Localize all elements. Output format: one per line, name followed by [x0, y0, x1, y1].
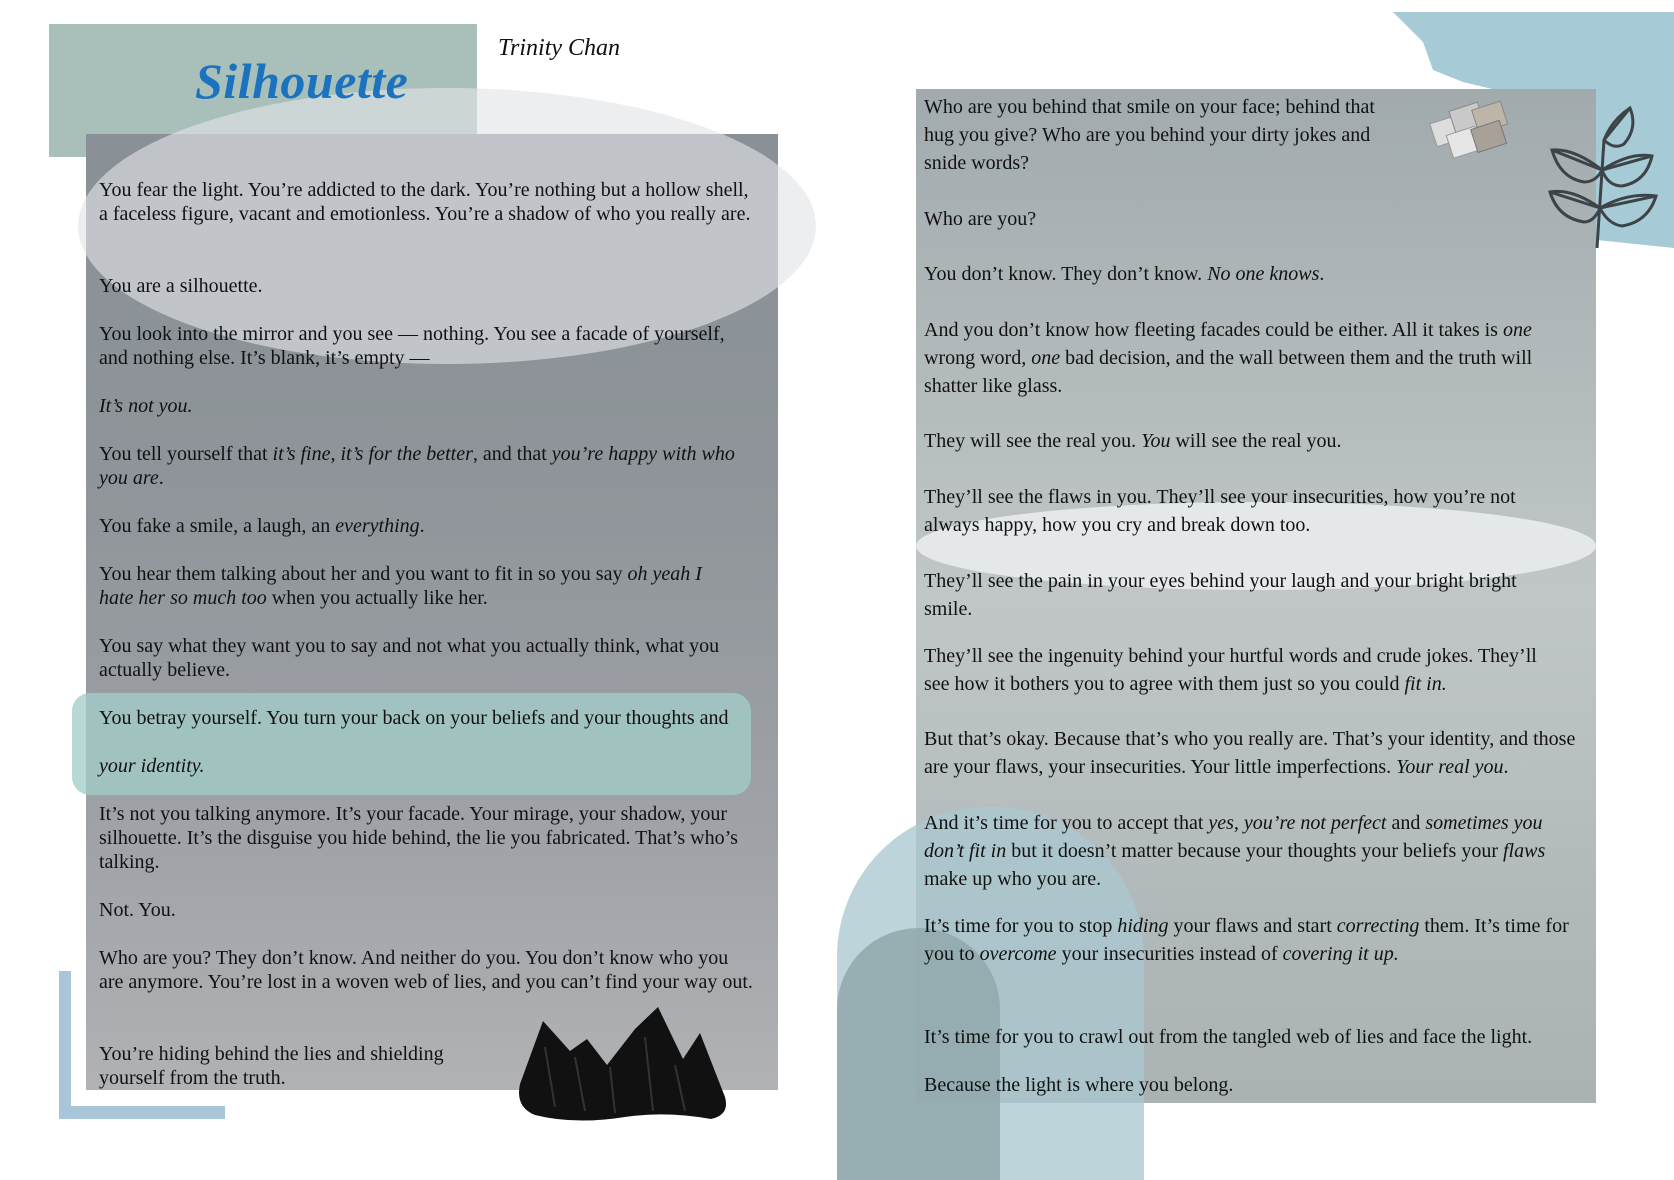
paragraph: Who are you? [924, 208, 1037, 230]
photo-stack-icon [1426, 96, 1526, 164]
paragraph: It’s not you talking anymore. It’s your facade. Your mirage, your shadow, your silhouette. It’s the disguise you hide behind, the lie you fabricated. That’s who’s talking. [99, 803, 738, 873]
paragraph: You betray yourself. You turn your back on your beliefs and your thoughts and [99, 707, 729, 729]
paragraph: You fear the light. You’re addicted to the dark. You’re nothing but a hollow shell, a faceless figure, vacant and emotionless. You’re a shadow of who you really are. [99, 179, 751, 225]
paragraph: You fake a smile, a laugh, an everything. [99, 515, 425, 537]
decorative-corner-bar-horizontal [59, 1106, 225, 1119]
author-name: Trinity Chan [498, 35, 621, 61]
paragraph: You hear them talking about her and you want to fit in so you say oh yeah I hate her so much too when you actually like her. [99, 563, 702, 609]
paragraph: You don’t know. They don’t know. No one knows. [924, 263, 1325, 285]
paragraph: Who are you behind that smile on your face; behind that hug you give? Who are you behind your dirty jokes and snide words? [924, 96, 1375, 174]
paragraph: your identity. [99, 755, 205, 777]
paragraph: You’re hiding behind the lies and shielding yourself from the truth. [99, 1043, 444, 1089]
paragraph: It’s not you. [99, 395, 193, 417]
paragraph: They’ll see the flaws in you. They’ll see your insecurities, how you’re not always happy, how you cry and break down too. [924, 486, 1516, 536]
decorative-corner-bar-vertical [59, 971, 71, 1119]
paragraph: You say what they want you to say and not what you actually think, what you actually believe. [99, 635, 720, 681]
paragraph: You tell yourself that it’s fine, it’s for the better, and that you’re happy with who you are. [99, 443, 735, 489]
paragraph: It’s time for you to crawl out from the tangled web of lies and face the light. [924, 1026, 1533, 1048]
paragraph: It’s time for you to stop hiding your flaws and start correcting them. It’s time for you to overcome your insecurities instead of covering it up. [924, 915, 1569, 965]
paragraph: You are a silhouette. [99, 275, 263, 297]
story-title: Silhouette [195, 53, 409, 109]
paragraph: And it’s time for you to accept that yes, you’re not perfect and sometimes you don’t fit in but it doesn’t matter because your thoughts your beliefs your flaws make up who you are. [924, 812, 1546, 890]
paragraph: And you don’t know how fleeting facades could be either. All it takes is one wrong word, one bad decision, and the wall between them and the truth will shatter like glass. [924, 319, 1533, 397]
paragraph: Not. You. [99, 899, 176, 921]
black-brushstroke-crown-icon [515, 1007, 729, 1125]
paragraph: They will see the real you. You will see the real you. [924, 430, 1342, 452]
paragraph: You look into the mirror and you see — nothing. You see a facade of yourself, and nothing else. It’s blank, it’s empty — [99, 323, 725, 369]
paragraph: They’ll see the ingenuity behind your hurtful words and crude jokes. They’ll see how it bothers you to agree with them just so you could fit in. [924, 645, 1537, 695]
paragraph: But that’s okay. Because that’s who you really are. That’s your identity, and those are your flaws, your insecurities. Your little imperfections. Your real you. [924, 728, 1576, 778]
paragraph: Who are you? They don’t know. And neither do you. You don’t know who you are anymore. You’re lost in a woven web of lies, and you can’t find your way out. [99, 947, 753, 993]
paragraph: They’ll see the pain in your eyes behind your laugh and your bright bright smile. [924, 570, 1517, 620]
paragraph: Because the light is where you belong. [924, 1074, 1234, 1096]
